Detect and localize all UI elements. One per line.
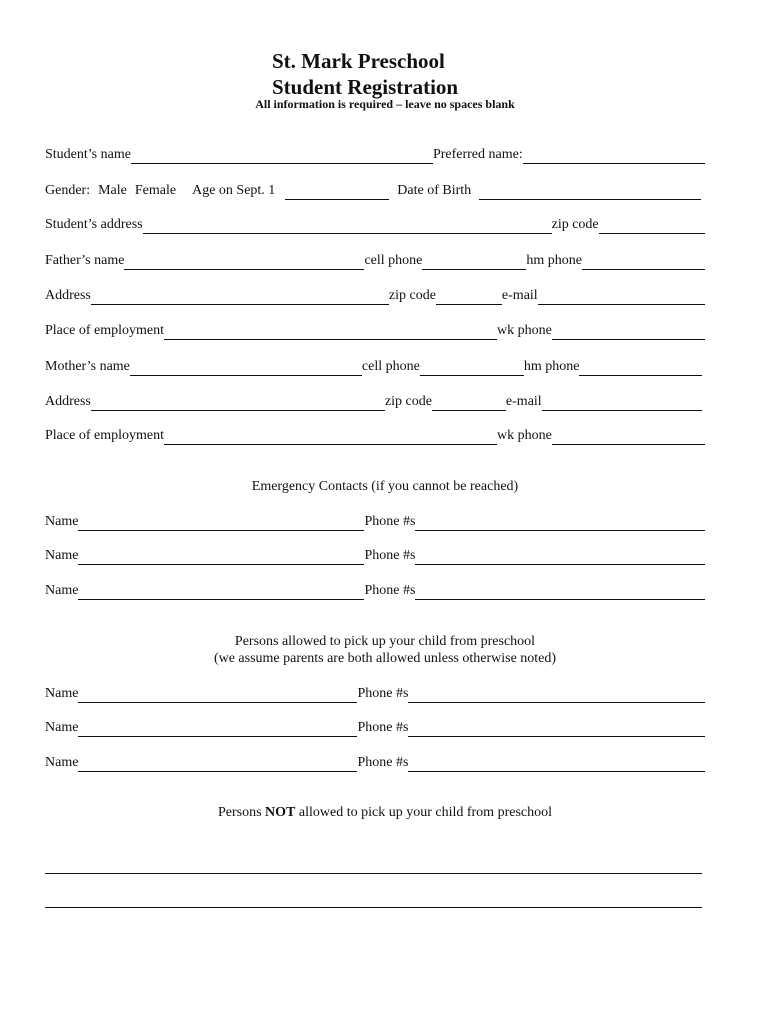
- emergency-name-label: Name: [45, 583, 79, 598]
- pickup-phone-label: Phone #s: [357, 720, 409, 735]
- pickup-phone-field[interactable]: [408, 719, 705, 737]
- father-name-field[interactable]: [124, 252, 364, 270]
- father-address-row: [45, 285, 705, 305]
- emergency-heading: Emergency Contacts (if you cannot be reached): [251, 479, 519, 494]
- mother-cell-field[interactable]: [420, 358, 524, 376]
- not-allowed-heading: [0, 805, 770, 821]
- pickup-heading-line-2: (we assume parents are both allowed unless otherwise noted): [213, 651, 557, 666]
- not-allowed-line-1[interactable]: [45, 873, 702, 874]
- dob-label: Date of Birth: [397, 183, 472, 198]
- not-allowed-emphasis: NOT: [265, 805, 296, 820]
- father-employment-field[interactable]: [164, 322, 497, 340]
- mother-email-label: e-mail: [505, 394, 542, 409]
- father-cell-label: cell phone: [364, 253, 423, 268]
- pickup-phone-field[interactable]: [408, 754, 705, 772]
- pickup-row: [45, 752, 705, 772]
- father-wk-label: wk phone: [496, 323, 552, 338]
- student-address-field[interactable]: [143, 216, 552, 234]
- father-employment-row: [45, 320, 705, 340]
- mother-address-field[interactable]: [91, 393, 385, 411]
- emergency-name-field[interactable]: [78, 547, 364, 565]
- father-hm-label: hm phone: [526, 253, 582, 268]
- student-zip-label: zip code: [551, 217, 599, 232]
- father-email-label: e-mail: [501, 288, 538, 303]
- form-title: [272, 48, 458, 100]
- pickup-name-field[interactable]: [78, 754, 357, 772]
- mother-hm-label: hm phone: [523, 359, 580, 374]
- mother-wk-label: wk phone: [496, 428, 552, 443]
- gender-male-option[interactable]: Male: [98, 183, 127, 198]
- student-zip-field[interactable]: [599, 216, 705, 234]
- pickup-name-field[interactable]: [78, 719, 357, 737]
- father-zip-field[interactable]: [436, 287, 502, 305]
- mother-name-label: Mother’s name: [45, 359, 130, 374]
- emergency-row: [45, 545, 705, 565]
- father-employment-label: Place of employment: [45, 323, 164, 338]
- emergency-name-field[interactable]: [78, 513, 364, 531]
- mother-email-field[interactable]: [542, 393, 702, 411]
- father-zip-label: zip code: [388, 288, 436, 303]
- father-name-label: Father’s name: [45, 253, 125, 268]
- pickup-heading-line-1: Persons allowed to pick up your child from preschool: [234, 634, 536, 649]
- dob-field[interactable]: [479, 182, 701, 200]
- preferred-name-label: Preferred name:: [432, 147, 523, 162]
- emergency-phone-field[interactable]: [415, 513, 705, 531]
- student-name-field[interactable]: [131, 146, 433, 164]
- preferred-name-field[interactable]: [523, 146, 705, 164]
- emergency-row: [45, 580, 705, 600]
- not-allowed-line-2[interactable]: [45, 907, 702, 908]
- age-field[interactable]: [285, 182, 389, 200]
- pickup-name-label: Name: [45, 720, 79, 735]
- mother-employment-field[interactable]: [164, 427, 497, 445]
- mother-employment-label: Place of employment: [45, 428, 164, 443]
- gender-age-row: [45, 180, 705, 200]
- student-address-row: [45, 214, 705, 234]
- mother-address-label: Address: [45, 394, 91, 409]
- mother-hm-field[interactable]: [579, 358, 702, 376]
- emergency-name-label: Name: [45, 548, 79, 563]
- emergency-name-label: Name: [45, 514, 79, 529]
- mother-wk-field[interactable]: [552, 427, 705, 445]
- pickup-name-label: Name: [45, 755, 79, 770]
- emergency-phone-label: Phone #s: [364, 548, 416, 563]
- title-line-2: Student Registration: [272, 75, 459, 99]
- pickup-row: [45, 683, 705, 703]
- mother-name-field[interactable]: [130, 358, 362, 376]
- emergency-phone-field[interactable]: [415, 582, 705, 600]
- mother-zip-field[interactable]: [432, 393, 506, 411]
- mother-cell-label: cell phone: [361, 359, 420, 374]
- not-allowed-heading-after: allowed to pick up your child from preschool: [298, 805, 552, 820]
- pickup-phone-label: Phone #s: [357, 686, 409, 701]
- gender-label: Gender:: [45, 183, 91, 198]
- student-name-label: Student’s name: [45, 147, 131, 162]
- pickup-name-label: Name: [45, 686, 79, 701]
- father-address-field[interactable]: [91, 287, 389, 305]
- mother-address-row: [45, 391, 705, 411]
- father-name-row: [45, 250, 705, 270]
- student-name-row: [45, 144, 705, 164]
- not-allowed-heading-before: Persons: [217, 805, 262, 820]
- father-wk-field[interactable]: [552, 322, 705, 340]
- pickup-phone-label: Phone #s: [357, 755, 409, 770]
- mother-zip-label: zip code: [384, 394, 432, 409]
- age-label: Age on Sept. 1: [192, 183, 276, 198]
- emergency-name-field[interactable]: [78, 582, 364, 600]
- emergency-phone-label: Phone #s: [364, 514, 416, 529]
- father-hm-field[interactable]: [582, 252, 705, 270]
- gender-female-option[interactable]: Female: [134, 183, 177, 198]
- emergency-row: [45, 511, 705, 531]
- form-subtitle: All information is required – leave no spaces blank: [255, 97, 515, 111]
- father-email-field[interactable]: [538, 287, 705, 305]
- student-address-label: Student’s address: [45, 217, 143, 232]
- mother-name-row: [45, 356, 705, 376]
- pickup-row: [45, 717, 705, 737]
- pickup-name-field[interactable]: [78, 685, 357, 703]
- title-line-1: St. Mark Preschool: [272, 49, 445, 73]
- father-address-label: Address: [45, 288, 91, 303]
- emergency-phone-field[interactable]: [415, 547, 705, 565]
- mother-employment-row: [45, 425, 705, 445]
- father-cell-field[interactable]: [422, 252, 526, 270]
- pickup-phone-field[interactable]: [408, 685, 705, 703]
- emergency-phone-label: Phone #s: [364, 583, 416, 598]
